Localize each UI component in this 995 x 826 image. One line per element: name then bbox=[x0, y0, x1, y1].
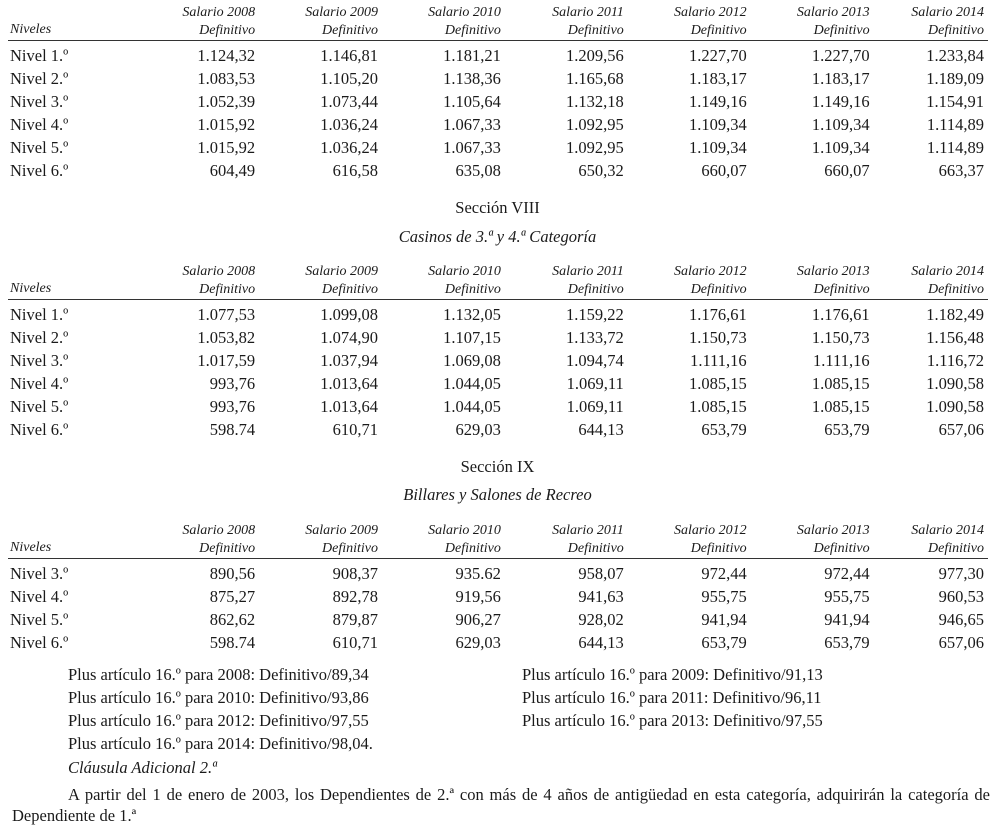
salary-value-cell: 1.013,64 bbox=[320, 374, 379, 393]
salary-value-cell: 1.069,11 bbox=[566, 397, 624, 416]
salary-value-cell: 1.154,91 bbox=[926, 92, 984, 111]
column-header-year bbox=[259, 263, 382, 300]
plus-2008: Plus artículo 16.º para 2008: Definitivo/89,34 bbox=[68, 665, 369, 684]
salary-value-cell: 875,27 bbox=[209, 587, 256, 606]
salary-value-cell: 635,08 bbox=[455, 161, 501, 180]
column-header-year bbox=[382, 4, 505, 41]
salary-value-cell: 1.107,15 bbox=[443, 328, 501, 347]
salary-value-cell: 1.090,58 bbox=[926, 397, 984, 416]
salary-value-cell: 1.069,08 bbox=[443, 351, 501, 370]
salary-table-1 bbox=[8, 4, 988, 182]
salary-value-cell: 908,37 bbox=[332, 564, 379, 583]
column-sub-label: Definitivo bbox=[199, 541, 256, 556]
salary-value-cell: 653,79 bbox=[701, 633, 747, 652]
salary-value-cell: 1.083,53 bbox=[197, 69, 256, 88]
table-row bbox=[8, 395, 988, 418]
column-header-year bbox=[751, 4, 874, 41]
table-header bbox=[8, 522, 988, 559]
row-level-label: Nivel 4.º bbox=[10, 374, 69, 393]
section-title-viii: Sección VIII bbox=[455, 198, 540, 217]
salary-value-cell: 644,13 bbox=[578, 633, 624, 652]
salary-value-cell: 1.165,68 bbox=[566, 69, 624, 88]
salary-value-cell: 1.181,21 bbox=[443, 46, 501, 65]
salary-value-cell: 1.015,92 bbox=[197, 138, 256, 157]
salary-value-cell: 892,78 bbox=[332, 587, 379, 606]
row-level-label: Nivel 3.º bbox=[10, 564, 69, 583]
column-year-label: Salario 2009 bbox=[305, 264, 379, 279]
plus-2013: Plus artículo 16.º para 2013: Definitivo/97,55 bbox=[522, 711, 823, 730]
salary-value-cell: 1.092,95 bbox=[566, 138, 624, 157]
table-row bbox=[8, 67, 988, 90]
row-level-label: Nivel 6.º bbox=[10, 161, 69, 180]
salary-value-cell: 972,44 bbox=[701, 564, 747, 583]
salary-value-cell: 1.233,84 bbox=[926, 46, 984, 65]
salary-value-cell: 1.037,94 bbox=[320, 351, 379, 370]
salary-value-cell: 1.146,81 bbox=[320, 46, 379, 65]
row-level-label: Nivel 4.º bbox=[10, 115, 69, 134]
salary-value-cell: 653,79 bbox=[824, 420, 870, 439]
column-year-label: Salario 2011 bbox=[552, 264, 624, 279]
plus-2012: Plus artículo 16.º para 2012: Definitivo/97,55 bbox=[68, 711, 369, 730]
table-body bbox=[8, 41, 988, 183]
column-sub-label: Definitivo bbox=[567, 282, 624, 297]
column-header-year bbox=[136, 4, 259, 41]
column-sub-label: Definitivo bbox=[199, 282, 256, 297]
column-header-year bbox=[382, 522, 505, 559]
salary-value-cell: 1.074,90 bbox=[320, 328, 379, 347]
header-row bbox=[8, 522, 988, 559]
column-year-label: Salario 2013 bbox=[796, 5, 870, 20]
salary-value-cell: 941,94 bbox=[701, 610, 747, 629]
plus-2009: Plus artículo 16.º para 2009: Definitivo/91,13 bbox=[522, 665, 823, 684]
salary-value-cell: 1.111,16 bbox=[690, 351, 747, 370]
salary-value-cell: 653,79 bbox=[824, 633, 870, 652]
column-header-year bbox=[751, 522, 874, 559]
salary-table-2 bbox=[8, 263, 988, 441]
table-row bbox=[8, 136, 988, 159]
column-year-label: Salario 2013 bbox=[796, 523, 870, 538]
salary-value-cell: 1.182,49 bbox=[926, 305, 984, 324]
salary-value-cell: 1.069,11 bbox=[566, 374, 624, 393]
column-year-label: Salario 2010 bbox=[428, 523, 501, 538]
table-row bbox=[8, 585, 988, 608]
plus-2010: Plus artículo 16.º para 2010: Definitivo/93,86 bbox=[68, 688, 369, 707]
salary-value-cell: 1.149,16 bbox=[688, 92, 747, 111]
salary-value-cell: 1.133,72 bbox=[566, 328, 624, 347]
salary-value-cell: 993,76 bbox=[209, 397, 256, 416]
salary-value-cell: 1.105,20 bbox=[320, 69, 379, 88]
row-level-label: Nivel 5.º bbox=[10, 397, 69, 416]
row-level-label: Nivel 1.º bbox=[10, 305, 69, 324]
salary-value-cell: 890,56 bbox=[209, 564, 256, 583]
column-sub-label: Definitivo bbox=[813, 23, 870, 38]
salary-value-cell: 960,53 bbox=[938, 587, 984, 606]
salary-value-cell: 906,27 bbox=[455, 610, 501, 629]
column-year-label: Salario 2008 bbox=[182, 523, 256, 538]
salary-value-cell: 1.176,61 bbox=[811, 305, 870, 324]
salary-value-cell: 955,75 bbox=[824, 587, 870, 606]
salary-value-cell: 1.124,32 bbox=[197, 46, 256, 65]
column-sub-label: Definitivo bbox=[928, 282, 984, 297]
salary-value-cell: 644,13 bbox=[578, 420, 624, 439]
salary-value-cell: 1.015,92 bbox=[197, 115, 256, 134]
column-header-year bbox=[751, 263, 874, 300]
column-header-year bbox=[628, 4, 751, 41]
row-level-label: Nivel 6.º bbox=[10, 420, 69, 439]
salary-value-cell: 955,75 bbox=[701, 587, 747, 606]
column-year-label: Salario 2012 bbox=[673, 5, 747, 20]
salary-value-cell: 1.085,15 bbox=[811, 397, 870, 416]
clause-paragraph: A partir del 1 de enero de 2003, los Dependientes de 2.ª con más de 4 años de antigüedad en esta categoría, adquirirán la categoría de Dependiente de 1.ª bbox=[12, 785, 990, 825]
salary-value-cell: 1.052,39 bbox=[197, 92, 256, 111]
column-year-label: Salario 2012 bbox=[673, 523, 747, 538]
column-sub-label: Definitivo bbox=[199, 23, 256, 38]
salary-value-cell: 1.105,64 bbox=[443, 92, 501, 111]
table-row bbox=[8, 113, 988, 136]
salary-value-cell: 1.044,05 bbox=[443, 397, 501, 416]
column-sub-label: Definitivo bbox=[690, 541, 747, 556]
salary-value-cell: 1.109,34 bbox=[811, 115, 870, 134]
row-level-label: Nivel 4.º bbox=[10, 587, 69, 606]
column-sub-label: Definitivo bbox=[813, 541, 870, 556]
column-header-year bbox=[136, 263, 259, 300]
column-year-label: Salario 2014 bbox=[911, 264, 984, 279]
salary-value-cell: 1.189,09 bbox=[926, 69, 984, 88]
salary-value-cell: 1.150,73 bbox=[811, 328, 870, 347]
plus-2011: Plus artículo 16.º para 2011: Definitivo/96,11 bbox=[522, 688, 822, 707]
salary-value-cell: 660,07 bbox=[824, 161, 870, 180]
column-year-label: Salario 2013 bbox=[796, 264, 870, 279]
salary-value-cell: 935.62 bbox=[455, 564, 501, 583]
column-year-label: Salario 2009 bbox=[305, 5, 379, 20]
salary-value-cell: 1.176,61 bbox=[688, 305, 747, 324]
table-row bbox=[8, 300, 988, 327]
salary-value-cell: 1.109,34 bbox=[811, 138, 870, 157]
table-row bbox=[8, 608, 988, 631]
salary-value-cell: 653,79 bbox=[701, 420, 747, 439]
salary-value-cell: 1.111,16 bbox=[813, 351, 870, 370]
salary-value-cell: 1.109,34 bbox=[688, 115, 747, 134]
salary-value-cell: 598.74 bbox=[209, 420, 256, 439]
salary-value-cell: 1.227,70 bbox=[811, 46, 870, 65]
salary-value-cell: 1.114,89 bbox=[926, 138, 984, 157]
column-header-year bbox=[628, 263, 751, 300]
column-year-label: Salario 2009 bbox=[305, 523, 379, 538]
salary-value-cell: 1.116,72 bbox=[926, 351, 984, 370]
salary-value-cell: 657,06 bbox=[938, 420, 984, 439]
section-subtitle-viii: Casinos de 3.ª y 4.ª Categoría bbox=[398, 227, 597, 246]
section-title-ix: Sección IX bbox=[460, 457, 535, 476]
column-header-year bbox=[136, 522, 259, 559]
column-year-label: Salario 2014 bbox=[911, 523, 984, 538]
column-header-year bbox=[505, 263, 628, 300]
table-header bbox=[8, 4, 988, 41]
salary-value-cell: 1.183,17 bbox=[688, 69, 747, 88]
salary-value-cell: 663,37 bbox=[938, 161, 984, 180]
table-header bbox=[8, 263, 988, 300]
table-row bbox=[8, 326, 988, 349]
salary-value-cell: 1.085,15 bbox=[688, 397, 747, 416]
column-year-label: Salario 2012 bbox=[673, 264, 747, 279]
salary-value-cell: 1.067,33 bbox=[443, 138, 501, 157]
salary-value-cell: 660,07 bbox=[701, 161, 747, 180]
salary-value-cell: 1.183,17 bbox=[811, 69, 870, 88]
salary-value-cell: 1.090,58 bbox=[926, 374, 984, 393]
salary-value-cell: 1.085,15 bbox=[688, 374, 747, 393]
salary-value-cell: 862,62 bbox=[209, 610, 256, 629]
salary-value-cell: 1.094,74 bbox=[566, 351, 624, 370]
table-row bbox=[8, 349, 988, 372]
column-header-year bbox=[628, 522, 751, 559]
salary-value-cell: 977,30 bbox=[938, 564, 984, 583]
salary-value-cell: 1.132,05 bbox=[443, 305, 501, 324]
row-level-label: Nivel 2.º bbox=[10, 69, 69, 88]
column-sub-label: Definitivo bbox=[444, 23, 501, 38]
salary-value-cell: 1.114,89 bbox=[926, 115, 984, 134]
column-sub-label: Definitivo bbox=[690, 23, 747, 38]
column-sub-label: Definitivo bbox=[813, 282, 870, 297]
column-header-year bbox=[874, 4, 988, 41]
table-row bbox=[8, 90, 988, 113]
column-sub-label: Definitivo bbox=[322, 23, 379, 38]
salary-value-cell: 604,49 bbox=[209, 161, 256, 180]
column-year-label: Salario 2008 bbox=[182, 264, 256, 279]
column-sub-label: Definitivo bbox=[567, 23, 624, 38]
column-header-year bbox=[382, 263, 505, 300]
column-year-label: Salario 2011 bbox=[552, 523, 624, 538]
salary-value-cell: 941,94 bbox=[824, 610, 870, 629]
salary-value-cell: 1.132,18 bbox=[566, 92, 624, 111]
salary-value-cell: 1.013,64 bbox=[320, 397, 379, 416]
salary-value-cell: 650,32 bbox=[578, 161, 624, 180]
salary-value-cell: 879,87 bbox=[332, 610, 379, 629]
salary-value-cell: 1.073,44 bbox=[320, 92, 379, 111]
salary-value-cell: 1.156,48 bbox=[926, 328, 984, 347]
column-year-label: Salario 2008 bbox=[182, 5, 256, 20]
salary-value-cell: 1.109,34 bbox=[688, 138, 747, 157]
section-subtitle-ix: Billares y Salones de Recreo bbox=[403, 485, 592, 504]
salary-value-cell: 1.067,33 bbox=[443, 115, 501, 134]
column-year-label: Salario 2014 bbox=[911, 5, 984, 20]
salary-value-cell: 1.150,73 bbox=[688, 328, 747, 347]
salary-value-cell: 958,07 bbox=[578, 564, 624, 583]
row-level-label: Nivel 1.º bbox=[10, 46, 69, 65]
column-header-niveles: Niveles bbox=[10, 281, 52, 296]
column-sub-label: Definitivo bbox=[567, 541, 624, 556]
salary-value-cell: 1.138,36 bbox=[443, 69, 501, 88]
salary-value-cell: 1.036,24 bbox=[320, 115, 379, 134]
row-level-label: Nivel 3.º bbox=[10, 92, 69, 111]
column-sub-label: Definitivo bbox=[444, 282, 501, 297]
clause-title: Cláusula Adicional 2.ª bbox=[68, 758, 217, 777]
header-row bbox=[8, 263, 988, 300]
salary-value-cell: 1.149,16 bbox=[811, 92, 870, 111]
table-row bbox=[8, 418, 988, 441]
column-header-niveles: Niveles bbox=[10, 540, 52, 555]
salary-value-cell: 1.099,08 bbox=[320, 305, 379, 324]
salary-value-cell: 919,56 bbox=[455, 587, 501, 606]
salary-value-cell: 972,44 bbox=[824, 564, 870, 583]
row-level-label: Nivel 5.º bbox=[10, 610, 69, 629]
table-row bbox=[8, 631, 988, 654]
column-header-year bbox=[874, 522, 988, 559]
salary-value-cell: 1.036,24 bbox=[320, 138, 379, 157]
plus-2014: Plus artículo 16.º para 2014: Definitivo/98,04. bbox=[68, 734, 373, 753]
column-sub-label: Definitivo bbox=[928, 23, 984, 38]
column-sub-label: Definitivo bbox=[322, 541, 379, 556]
row-level-label: Nivel 3.º bbox=[10, 351, 69, 370]
salary-value-cell: 941,63 bbox=[578, 587, 624, 606]
column-sub-label: Definitivo bbox=[690, 282, 747, 297]
salary-value-cell: 598.74 bbox=[209, 633, 256, 652]
column-header-year bbox=[259, 4, 382, 41]
table-row bbox=[8, 159, 988, 182]
column-sub-label: Definitivo bbox=[444, 541, 501, 556]
salary-value-cell: 993,76 bbox=[209, 374, 256, 393]
salary-value-cell: 1.044,05 bbox=[443, 374, 501, 393]
table-row bbox=[8, 372, 988, 395]
salary-table-3 bbox=[8, 522, 988, 654]
table-row bbox=[8, 41, 988, 68]
column-header-year bbox=[259, 522, 382, 559]
salary-value-cell: 616,58 bbox=[332, 161, 379, 180]
column-year-label: Salario 2010 bbox=[428, 5, 501, 20]
salary-value-cell: 629,03 bbox=[455, 633, 501, 652]
salary-value-cell: 1.017,59 bbox=[197, 351, 256, 370]
salary-value-cell: 1.053,82 bbox=[197, 328, 256, 347]
table-body bbox=[8, 559, 988, 655]
table-body bbox=[8, 300, 988, 442]
column-header-year bbox=[505, 4, 628, 41]
salary-value-cell: 1.209,56 bbox=[566, 46, 624, 65]
table-row bbox=[8, 559, 988, 586]
salary-value-cell: 928,02 bbox=[578, 610, 624, 629]
column-sub-label: Definitivo bbox=[322, 282, 379, 297]
column-year-label: Salario 2010 bbox=[428, 264, 501, 279]
column-header-niveles: Niveles bbox=[10, 22, 52, 37]
salary-value-cell: 1.077,53 bbox=[197, 305, 256, 324]
salary-value-cell: 1.092,95 bbox=[566, 115, 624, 134]
salary-value-cell: 1.085,15 bbox=[811, 374, 870, 393]
salary-value-cell: 610,71 bbox=[332, 420, 379, 439]
salary-value-cell: 1.227,70 bbox=[688, 46, 747, 65]
row-level-label: Nivel 5.º bbox=[10, 138, 69, 157]
salary-value-cell: 657,06 bbox=[938, 633, 984, 652]
column-year-label: Salario 2011 bbox=[552, 5, 624, 20]
row-level-label: Nivel 2.º bbox=[10, 328, 69, 347]
header-row bbox=[8, 4, 988, 41]
column-header-year bbox=[874, 263, 988, 300]
salary-value-cell: 946,65 bbox=[938, 610, 984, 629]
row-level-label: Nivel 6.º bbox=[10, 633, 69, 652]
salary-value-cell: 610,71 bbox=[332, 633, 379, 652]
salary-value-cell: 629,03 bbox=[455, 420, 501, 439]
column-sub-label: Definitivo bbox=[928, 541, 984, 556]
salary-value-cell: 1.159,22 bbox=[566, 305, 624, 324]
column-header-year bbox=[505, 522, 628, 559]
